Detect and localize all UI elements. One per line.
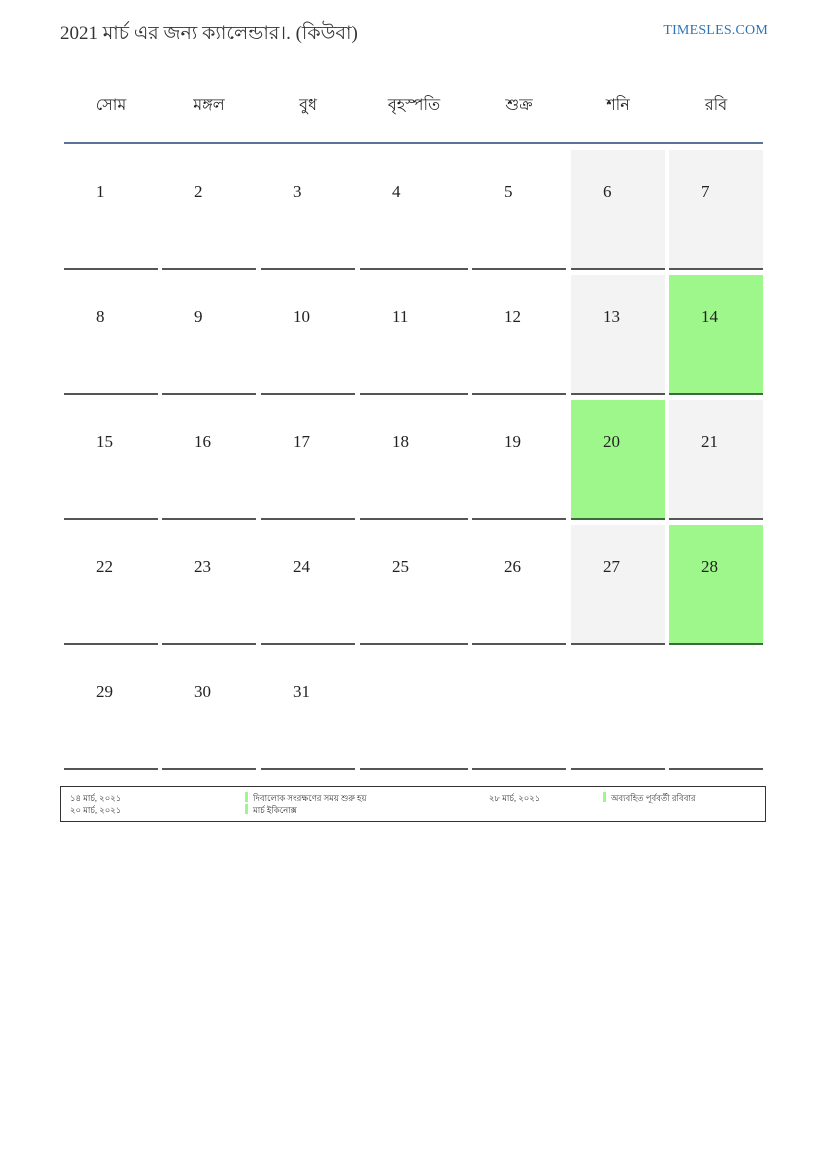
day-number: 6 xyxy=(603,182,612,201)
day-number: 29 xyxy=(96,682,113,701)
legend-label: মার্চ ইকিনোক্স xyxy=(253,805,297,815)
legend-box xyxy=(60,786,766,822)
day-number: 10 xyxy=(293,307,310,326)
site-link[interactable]: TIMESLES.COM xyxy=(663,23,768,38)
day-cell[interactable] xyxy=(571,275,665,395)
day-cell[interactable] xyxy=(261,275,355,395)
day-cell[interactable] xyxy=(669,275,763,395)
day-number: 24 xyxy=(293,557,310,576)
day-cell[interactable] xyxy=(360,650,468,770)
day-cell[interactable] xyxy=(360,400,468,520)
calendar-grid xyxy=(64,70,763,701)
day-number: 27 xyxy=(603,557,620,576)
day-number: 28 xyxy=(701,557,718,576)
legend-date: ২০ মার্চ, ২০২১ xyxy=(70,805,122,815)
day-number: 2 xyxy=(194,182,203,201)
day-number: 30 xyxy=(194,682,211,701)
day-cell[interactable] xyxy=(162,525,256,645)
day-cell[interactable] xyxy=(261,525,355,645)
day-cell[interactable] xyxy=(64,275,158,395)
day-number: 5 xyxy=(504,182,513,201)
day-cell[interactable] xyxy=(162,275,256,395)
day-cell[interactable] xyxy=(472,400,566,520)
holiday-color-swatch xyxy=(245,792,248,802)
day-cell[interactable] xyxy=(162,400,256,520)
day-number: 17 xyxy=(293,432,310,451)
day-cell[interactable] xyxy=(669,650,763,770)
day-cell[interactable] xyxy=(261,150,355,270)
day-cell[interactable] xyxy=(571,400,665,520)
day-number: 23 xyxy=(194,557,211,576)
day-number: 21 xyxy=(701,432,718,451)
holiday-color-swatch xyxy=(245,804,248,814)
day-cell[interactable] xyxy=(261,650,355,770)
weekday-header-wed: বুধ xyxy=(299,97,317,114)
day-cell[interactable] xyxy=(64,525,158,645)
legend-label: অব্যবহিত পূর্ববর্তী রবিবার xyxy=(611,793,696,803)
day-number: 19 xyxy=(504,432,521,451)
day-cell[interactable] xyxy=(64,650,158,770)
day-number: 3 xyxy=(293,182,302,201)
day-cell[interactable] xyxy=(360,150,468,270)
day-number: 16 xyxy=(194,432,211,451)
day-cell[interactable] xyxy=(472,650,566,770)
day-cell[interactable] xyxy=(64,150,158,270)
day-number: 4 xyxy=(392,182,401,201)
day-cell[interactable] xyxy=(64,400,158,520)
weekday-header-sat: শনি xyxy=(606,97,630,114)
day-number: 7 xyxy=(701,182,710,201)
weekday-header-mon: সোম xyxy=(95,97,127,114)
weekday-header-sun: রবি xyxy=(704,97,728,114)
weekday-header-row xyxy=(64,70,763,144)
day-number: 18 xyxy=(392,432,409,451)
day-number: 22 xyxy=(96,557,113,576)
legend-label: দিবালোক সংরক্ষণের সময় শুরু হয় xyxy=(253,793,367,803)
day-number: 11 xyxy=(392,307,409,326)
day-cell[interactable] xyxy=(360,525,468,645)
weekday-header-tue: মঙ্গল xyxy=(193,97,225,114)
day-cell[interactable] xyxy=(472,150,566,270)
day-cell[interactable] xyxy=(669,150,763,270)
legend-date: ২৮ মার্চ, ২০২১ xyxy=(489,793,541,803)
day-number: 26 xyxy=(504,557,521,576)
weekday-header-fri: শুক্র xyxy=(505,97,533,114)
weekday-header-thu: বৃহস্পতি xyxy=(387,97,441,114)
day-cell[interactable] xyxy=(162,650,256,770)
day-number: 12 xyxy=(504,307,521,326)
holiday-color-swatch xyxy=(603,792,606,802)
day-number: 31 xyxy=(293,682,310,701)
day-number: 1 xyxy=(96,182,105,201)
day-cell[interactable] xyxy=(669,400,763,520)
day-number: 9 xyxy=(194,307,203,326)
day-cell[interactable] xyxy=(162,150,256,270)
day-cell[interactable] xyxy=(472,275,566,395)
legend-date: ১৪ মার্চ, ২০২১ xyxy=(70,793,122,803)
day-cell[interactable] xyxy=(360,275,468,395)
day-number: 8 xyxy=(96,307,105,326)
day-cell[interactable] xyxy=(261,400,355,520)
day-number: 13 xyxy=(603,307,620,326)
day-cell[interactable] xyxy=(571,650,665,770)
day-cell[interactable] xyxy=(669,525,763,645)
day-number: 14 xyxy=(701,307,718,326)
day-cell[interactable] xyxy=(571,150,665,270)
day-number: 15 xyxy=(96,432,113,451)
day-number: 25 xyxy=(392,557,409,576)
page-title: 2021 মার্চ এর জন্য ক্যালেন্ডার।. (কিউবা) xyxy=(60,23,358,44)
day-cell[interactable] xyxy=(472,525,566,645)
day-number: 20 xyxy=(603,432,620,451)
day-cell[interactable] xyxy=(571,525,665,645)
